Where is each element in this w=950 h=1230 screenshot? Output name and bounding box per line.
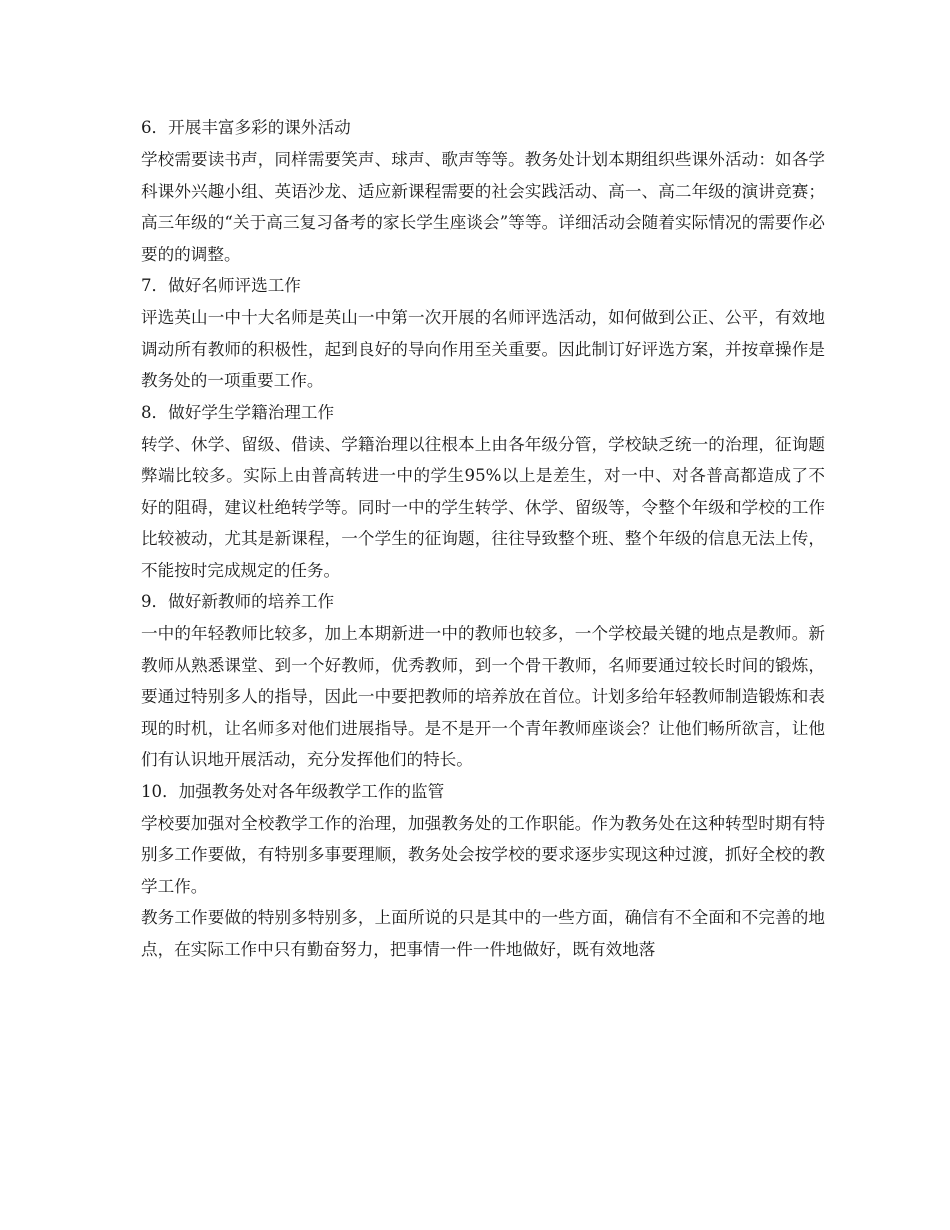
paragraph-new-teachers: 一中的年轻教师比较多，加上本期新进一中的教师也较多，一个学校最关键的地点是教师。新教师从熟悉课堂、到一个好教师，优秀教师，到一个骨干教师，名师要通过较长时间的锻炼，要通过特别多人的指导，因此一中要把教师的培养放在首位。计划多给年轻教师制造锻炼和表现的时机，让名师多对他们进展指导。是不是开一个青年教师座谈会？让他们畅所欲言，让他们有认识地开展活动，充分发挥他们的特长。 — [141, 624, 825, 769]
section-heading-8: 8．做好学生学籍治理工作 — [141, 402, 335, 422]
section-heading-9: 9．做好新教师的培养工作 — [141, 592, 335, 611]
paragraph-extracurricular: 学校需要读书声，同样需要笑声、球声、歌声等等。教务处计划本期组织些课外活动：如各学科课外兴趣小组、英语沙龙、适应新课程需要的社会实践活动、高一、高二年级的演讲竞赛；高三年级的“关于高三复习备考的家长学生座谈会”等等。详细活动会随着实际情况的需要作必要的的调整。 — [141, 150, 825, 264]
paragraph-student-records: 转学、休学、留级、借读、学籍治理以往根本上由各年级分管，学校缺乏统一的治理，征询题弊端比较多。实际上由普高转进一中的学生95%以上是差生，对一中、对各普高都造成了不好的阻碍，建议杜绝转学等。同时一中的学生转学、休学、留级等，令整个年级和学校的工作比较被动，尤其是新课程，一个学生的征询题，往往导致整个班、整个年级的信息无法上传，不能按时完成规定的任务。 — [141, 434, 825, 580]
section-heading-7: 7．做好名师评选工作 — [141, 276, 301, 295]
paragraph-supervision: 学校要加强对全校教学工作的治理，加强教务处的工作职能。作为教务处在这种转型时期有特别多工作要做，有特别多事要理顺，教务处会按学校的要求逐步实现这种过渡，抓好全校的教学工作。 — [141, 813, 825, 896]
section-heading-10: 10．加强教务处对各年级教学工作的监管 — [141, 781, 445, 801]
section-heading-6: 6．开展丰富多彩的课外活动 — [141, 118, 351, 137]
paragraph-closing: 教务工作要做的特别多特别多，上面所说的只是其中的一些方面，确信有不全面和不完善的地点，在实际工作中只有勤奋努力，把事情一件一件地做好，既有效地落 — [141, 908, 825, 959]
document-body — [141, 112, 825, 965]
paragraph-teacher-selection: 评选英山一中十大名师是英山一中第一次开展的名师评选活动，如何做到公正、公平，有效地调动所有教师的积极性，起到良好的导向作用至关重要。因此制订好评选方案，并按章操作是教务处的一项重要工作。 — [141, 308, 825, 390]
